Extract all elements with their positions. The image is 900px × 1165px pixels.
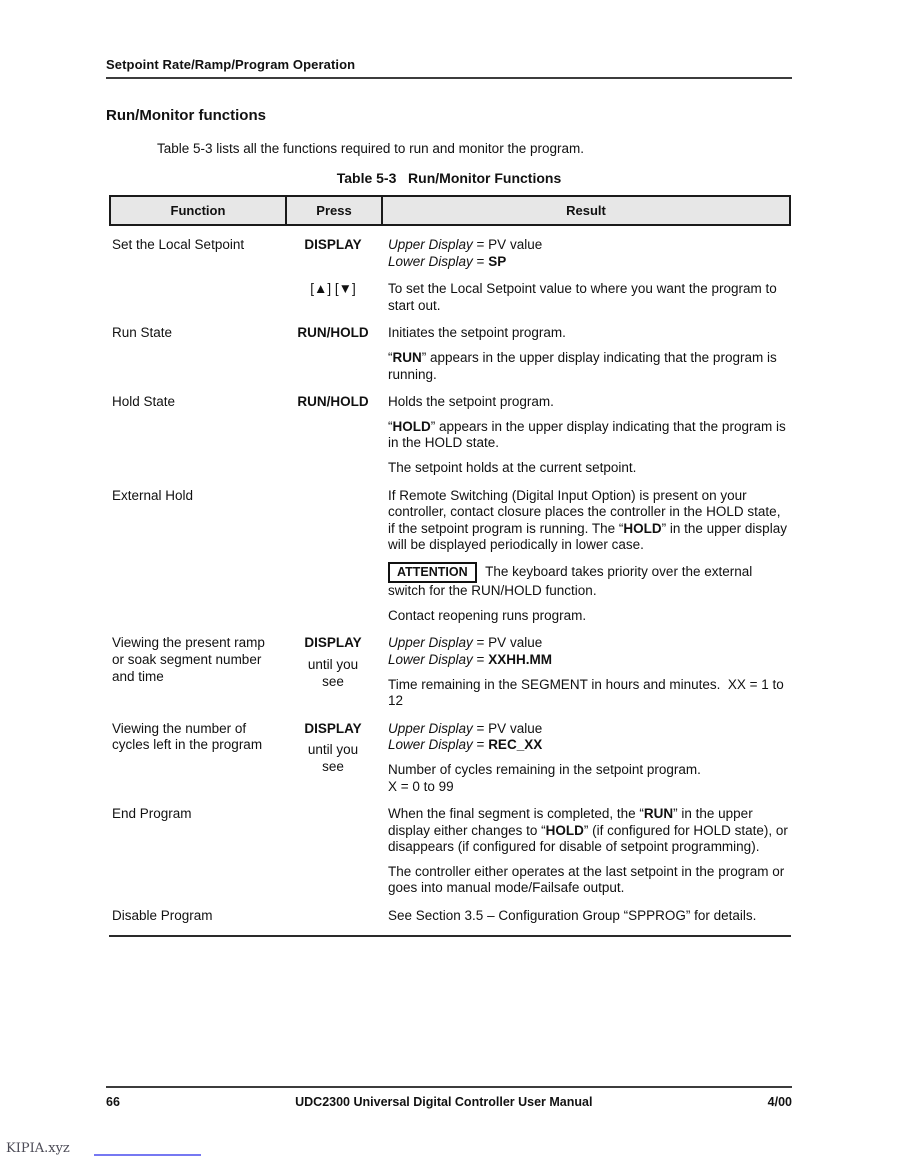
function-cell: Viewing the number of cycles left in the program: [112, 720, 263, 753]
text-run: = PV value: [472, 635, 543, 651]
result-paragraph: [388, 762, 789, 795]
section-heading: Run/Monitor functions: [106, 107, 266, 124]
press-cell: [285, 281, 381, 298]
text-run: Number of cycles remaining in the setpoint program.: [388, 761, 701, 777]
running-header-text: Setpoint Rate/Ramp/Program Operation: [106, 57, 356, 72]
press-paragraph: [285, 237, 381, 254]
text-run: RUN: [643, 806, 674, 822]
function-cell: End Program: [112, 806, 192, 822]
result-paragraph: [388, 394, 789, 411]
press-paragraph: [285, 657, 381, 690]
table-row: [109, 908, 791, 925]
text-run: see: [322, 758, 344, 774]
text-run: =: [472, 737, 489, 753]
table-row: [109, 281, 791, 314]
text-run: Initiates the setpoint program.: [388, 325, 566, 341]
text-run: HOLD: [392, 418, 431, 434]
function-cell: Set the Local Setpoint: [112, 237, 245, 252]
result-paragraph: [388, 325, 789, 342]
text-run: [▲] [▼]: [310, 281, 356, 297]
text-run: The controller either operates at the last setpoint in the program or goes into manual mode/Failsafe output.: [388, 863, 788, 896]
text-run: REC_XX: [488, 737, 543, 753]
text-run: Lower Display: [388, 651, 473, 667]
text-run: To set the Local Setpoint value to where you want the program to start out.: [388, 281, 781, 313]
text-run: = PV value: [472, 720, 543, 736]
result-paragraph: [388, 419, 789, 452]
result-paragraph: [388, 237, 789, 270]
table-row: [109, 635, 791, 709]
text-run: RUN: [392, 349, 422, 365]
result-paragraph: [388, 562, 789, 600]
table-row: [109, 488, 791, 625]
table-row: [109, 394, 791, 476]
text-run: DISPLAY: [304, 635, 362, 651]
text-run: “: [388, 418, 393, 434]
press-paragraph: [285, 721, 381, 738]
table-row: [109, 806, 791, 897]
running-header: [106, 57, 792, 79]
col-header-result: Result: [566, 203, 606, 218]
function-cell: Viewing the present ramp or soak segment number and time: [112, 635, 265, 684]
text-run: If Remote Switching (Digital Input Option) is present on your controller, contact closure places the controller in the HOLD state, if the setpoint program is running. The “: [388, 487, 785, 536]
text-run: Holds the setpoint program.: [388, 394, 554, 410]
col-header-function: Function: [111, 197, 287, 224]
text-run: ” (if configured for HOLD state), or disappears (if configured for disable of setpoint programming).: [388, 822, 792, 855]
result-cell: [381, 806, 791, 897]
result-cell: [381, 635, 791, 709]
press-paragraph: [285, 281, 381, 298]
text-run: until you: [307, 656, 359, 672]
press-cell: [285, 635, 381, 690]
attention-badge: ATTENTION: [388, 562, 477, 583]
table-title: Table 5-3 Run/Monitor Functions: [336, 170, 562, 186]
col-header-press: Press: [287, 197, 383, 224]
text-run: ” appears in the upper display indicating that the program is running.: [388, 349, 781, 382]
press-paragraph: [285, 742, 381, 775]
text-run: Upper Display: [388, 237, 473, 252]
result-paragraph: [388, 350, 789, 383]
table-body: [109, 226, 791, 937]
result-paragraph: [388, 806, 792, 856]
press-cell: [285, 325, 381, 342]
footer-revision: 4/00: [767, 1095, 792, 1109]
press-cell: [285, 721, 381, 776]
result-paragraph: [388, 608, 789, 625]
result-paragraph: [388, 864, 789, 897]
text-run: = PV value: [472, 237, 543, 252]
text-run: =: [472, 253, 489, 269]
text-run: =: [472, 651, 489, 667]
function-cell: External Hold: [112, 487, 194, 503]
press-paragraph: [285, 325, 381, 342]
text-run: HOLD: [623, 520, 662, 536]
result-paragraph: [388, 635, 789, 668]
text-run: The setpoint holds at the current setpoint.: [388, 459, 637, 475]
watermark-text: KIPIA.xyz: [6, 1141, 70, 1156]
run-monitor-table: [109, 195, 791, 937]
text-run: until you: [307, 742, 359, 758]
text-run: RUN/HOLD: [297, 325, 369, 341]
intro-paragraph: Table 5-3 lists all the functions required to run and monitor the program.: [157, 141, 584, 156]
press-cell: [285, 394, 381, 411]
text-run: see: [322, 673, 344, 689]
result-cell: [381, 488, 791, 625]
result-paragraph: [388, 721, 789, 754]
text-run: See Section 3.5 – Configuration Group “SPPROG” for details.: [388, 908, 757, 924]
text-run: Upper Display: [388, 720, 473, 736]
page-footer: [106, 1086, 792, 1109]
text-run: RUN/HOLD: [297, 394, 369, 410]
text-run: DISPLAY: [304, 720, 362, 736]
footer-page-number: 66: [106, 1095, 120, 1109]
text-run: XXHH.MM: [488, 651, 552, 667]
function-cell: Hold State: [112, 394, 176, 410]
table-row: [109, 237, 791, 270]
table-header-row: [109, 195, 791, 226]
press-cell: [285, 237, 381, 254]
result-paragraph: [388, 908, 789, 925]
press-paragraph: [285, 394, 381, 411]
text-run: ” in the upper display either changes to “: [388, 806, 757, 838]
text-run: HOLD: [545, 822, 584, 838]
result-cell: [381, 908, 791, 925]
text-run: DISPLAY: [304, 237, 362, 252]
text-run: “: [388, 349, 393, 365]
press-paragraph: [285, 635, 381, 652]
text-run: SP: [488, 253, 507, 269]
function-cell: Run State: [112, 325, 173, 341]
result-paragraph: [388, 460, 789, 477]
result-cell: [381, 237, 791, 270]
text-run: Time remaining in the SEGMENT in hours and minutes. XX = 1 to 12: [388, 676, 788, 709]
text-run: Contact reopening runs program.: [388, 607, 587, 623]
text-run: When the final segment is completed, the “: [388, 806, 644, 822]
text-run: Upper Display: [388, 635, 473, 651]
text-run: ” in the upper display will be displayed periodically in lower case.: [388, 520, 791, 553]
result-paragraph: [388, 488, 789, 554]
text-run: The keyboard takes priority over the external switch for the RUN/HOLD function.: [388, 563, 756, 599]
result-paragraph: [388, 677, 789, 710]
result-paragraph: [388, 281, 789, 314]
text-run: Lower Display: [388, 737, 473, 753]
result-cell: [381, 325, 791, 383]
result-cell: [381, 721, 791, 795]
text-run: Lower Display: [388, 253, 473, 269]
page-content: [106, 57, 792, 937]
text-run: X = 0 to 99: [388, 778, 454, 794]
footer-link-line[interactable]: [94, 1154, 201, 1156]
table-row: [109, 721, 791, 795]
table-row: [109, 325, 791, 383]
result-cell: [381, 394, 791, 476]
text-run: ” appears in the upper display indicating that the program is in the HOLD state.: [388, 418, 790, 451]
result-cell: [381, 281, 791, 314]
function-cell: Disable Program: [112, 908, 213, 924]
footer-manual-title: UDC2300 Universal Digital Controller User Manual: [295, 1095, 593, 1109]
